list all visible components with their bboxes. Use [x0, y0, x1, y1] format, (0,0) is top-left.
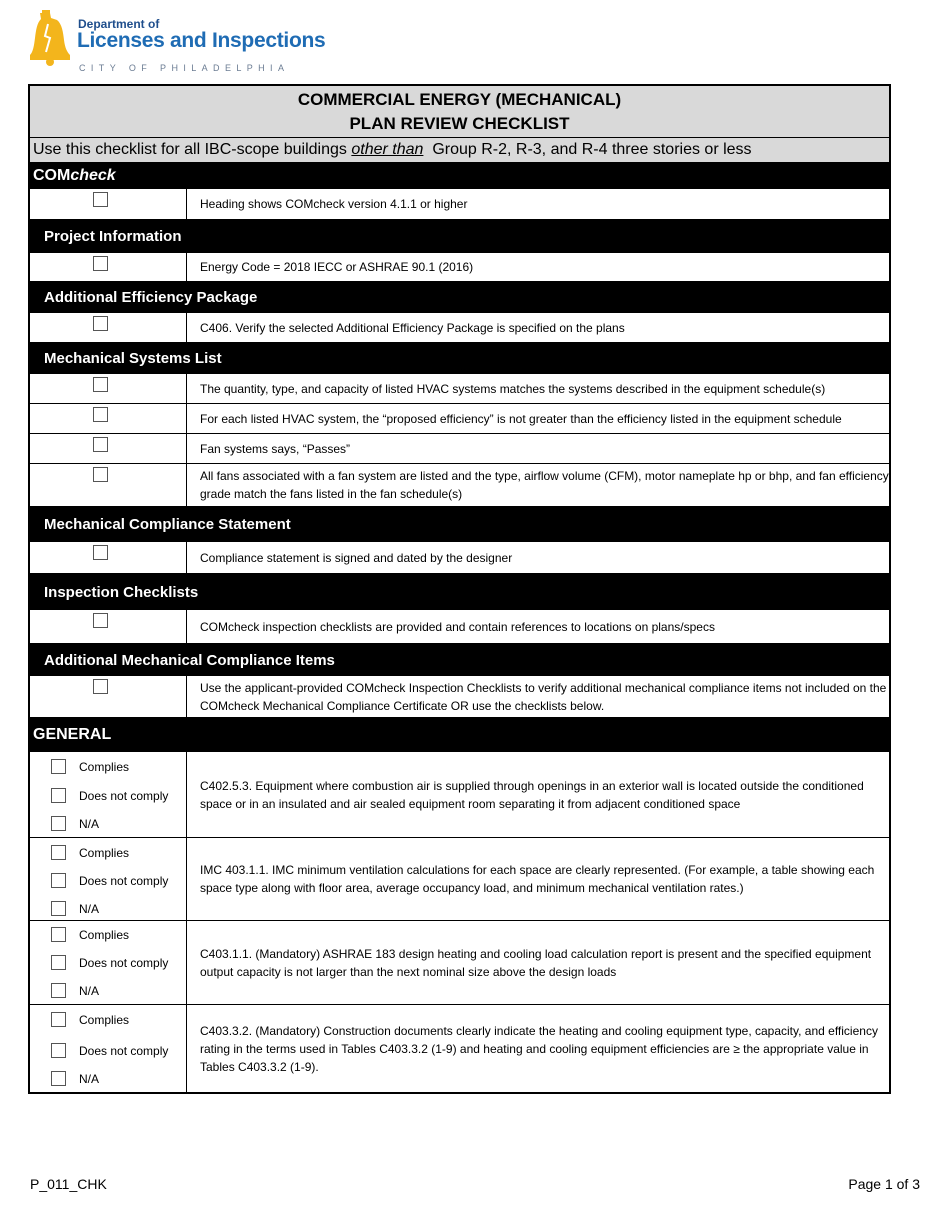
checklist-item-text: All fans associated with a fan system are listed and the type, airflow volume (CFM), motor nameplate hp or bhp, and fan efficiency grade match the fans listed in the fan schedule(s) — [200, 469, 889, 501]
checklist-row — [30, 610, 889, 644]
section-header-additional-efficiency-package: Additional Efficiency Package — [30, 282, 889, 313]
checkbox[interactable] — [93, 407, 108, 422]
form-title-line-2: PLAN REVIEW CHECKLIST — [349, 114, 570, 133]
liberty-bell-icon — [26, 10, 72, 66]
checkbox[interactable] — [51, 901, 66, 916]
checkbox[interactable] — [51, 845, 66, 860]
checkbox[interactable] — [51, 759, 66, 774]
compliance-item-text: IMC 403.1.1. IMC minimum ventilation calculations for each space are clearly represented. (For example, a table showing each space type along with floor area, average occupancy load, and minimum mechanical ventilation rates.) — [200, 863, 875, 895]
compliance-row: Complies Does not comply N/A IMC 403.1.1. IMC minimum ventilation calculations for each space are clearly represented. (For example, a table showing each space type along with floor area, average occupancy load, and minimum mechanical ventilation rates.) — [30, 838, 889, 921]
compliance-item-text: C402.5.3. Equipment where combustion air is supplied through openings in an exterior wall is located outside the conditioned space or in an insulated and air sealed equipment room separating it from adjacent conditioned space — [200, 778, 864, 811]
checkbox[interactable] — [51, 1043, 66, 1058]
compliance-row: Complies Does not comply N/A C403.1.1. (Mandatory) ASHRAE 183 design heating and cooling load calculation report is present and the specified equipment output capacity is not larger than the next nominal size above the design loads — [30, 921, 889, 1005]
checkbox[interactable] — [93, 377, 108, 392]
section-header-general: GENERAL — [30, 718, 889, 752]
checklist-item-text: Compliance statement is signed and dated by the designer — [200, 550, 513, 565]
checkbox[interactable] — [93, 256, 108, 271]
checklist-item-text: The quantity, type, and capacity of listed HVAC systems matches the systems described in the equipment schedule(s) — [200, 381, 826, 396]
department-logo — [26, 10, 326, 73]
checkbox[interactable] — [51, 788, 66, 803]
logo-name-line: Licenses and Inspections — [77, 29, 326, 52]
scope-note — [30, 138, 889, 163]
checkbox[interactable] — [93, 437, 108, 452]
page-number: Page 1 of 3 — [848, 1176, 920, 1192]
form-id: P_011_CHK — [30, 1176, 107, 1192]
form-title — [30, 86, 889, 138]
section-header-mechanical-compliance-statement: Mechanical Compliance Statement — [30, 507, 889, 542]
checklist-form — [28, 84, 891, 1094]
section-header-project-information: Project Information — [30, 220, 889, 253]
form-title-line-1: COMMERCIAL ENERGY (MECHANICAL) — [297, 90, 622, 109]
checkbox[interactable] — [51, 1071, 66, 1086]
checkbox[interactable] — [51, 816, 66, 831]
checkbox[interactable] — [51, 927, 66, 942]
scope-note-suffix: Group R-2, R-3, and R-4 three stories or less — [423, 141, 752, 158]
checkbox[interactable] — [93, 316, 108, 331]
checklist-item-text: COMcheck inspection checklists are provided and contain references to locations on plans/specs — [200, 619, 715, 634]
checklist-row — [30, 464, 889, 507]
checklist-item-text: Use the applicant-provided COMcheck Inspection Checklists to verify additional mechanical compliance items not included on the COMcheck Mechanical Compliance Certificate OR use the checklists below. — [200, 680, 887, 713]
checkbox[interactable] — [51, 1012, 66, 1027]
checklist-item-text: Energy Code = 2018 IECC or ASHRAE 90.1 (2016) — [200, 260, 474, 274]
checklist-row — [30, 434, 889, 464]
checklist-item-text: For each listed HVAC system, the “proposed efficiency” is not greater than the efficiency listed in the equipment schedule — [200, 411, 842, 426]
section-header-additional-mechanical-compliance-items: Additional Mechanical Compliance Items — [30, 644, 889, 676]
logo-city-line: CITY OF PHILADELPHIA — [79, 63, 290, 73]
checklist-row — [30, 374, 889, 404]
checklist-row — [30, 542, 889, 574]
checkbox[interactable] — [51, 955, 66, 970]
compliance-row: Complies Does not comply N/A C403.3.2. (Mandatory) Construction documents clearly indicate the heating and cooling equipment type, capacity, and efficiency rating in the terms used in Tables C403.3.2 (1-9) and heating and cooling equipment efficiencies are ≥ the appropriate value in Tables C403.3.2 (1-9). — [30, 1005, 889, 1092]
compliance-item-text: C403.3.2. (Mandatory) Construction documents clearly indicate the heating and cooling equipment type, capacity, and efficiency rating in the terms used in Tables C403.3.2 (1-9) and heating and cooling equipment efficiencies are ≥ the appropriate value in Tables C403.3.2 (1-9). — [200, 1023, 878, 1074]
checklist-row — [30, 313, 889, 343]
checkbox[interactable] — [93, 467, 108, 482]
logo-dept-line: Department of — [78, 17, 160, 31]
section-title-comcheck-italic: check — [70, 167, 116, 184]
section-header-inspection-checklists: Inspection Checklists — [30, 574, 889, 610]
checklist-item-text: Fan systems says, “Passes” — [200, 441, 351, 456]
section-header-comcheck — [30, 163, 889, 189]
checkbox[interactable] — [93, 613, 108, 628]
checklist-row — [30, 676, 889, 718]
checklist-item-text: Heading shows COMcheck version 4.1.1 or higher — [200, 197, 468, 211]
checkbox[interactable] — [93, 679, 108, 694]
checkbox[interactable] — [51, 983, 66, 998]
checkbox[interactable] — [93, 192, 108, 207]
checklist-row — [30, 189, 889, 220]
checklist-row — [30, 404, 889, 434]
checklist-item-text: C406. Verify the selected Additional Efficiency Package is specified on the plans — [200, 320, 625, 335]
section-title-comcheck-plain: COM — [33, 167, 71, 184]
compliance-item-text: C403.1.1. (Mandatory) ASHRAE 183 design heating and cooling load calculation report is present and the specified equipment output capacity is not larger than the next nominal size above the design loads — [200, 946, 872, 979]
compliance-row: Complies Does not comply N/A C402.5.3. Equipment where combustion air is supplied through openings in an exterior wall is located outside the conditioned space or in an insulated and air sealed equipment room separating it from adjacent conditioned space — [30, 752, 889, 838]
checkbox[interactable] — [93, 545, 108, 560]
section-header-mechanical-systems-list: Mechanical Systems List — [30, 343, 889, 374]
checklist-row — [30, 253, 889, 282]
checkbox[interactable] — [51, 873, 66, 888]
scope-note-emphasis: other than — [351, 141, 424, 158]
scope-note-prefix: Use this checklist for all IBC-scope buildings — [33, 141, 352, 158]
